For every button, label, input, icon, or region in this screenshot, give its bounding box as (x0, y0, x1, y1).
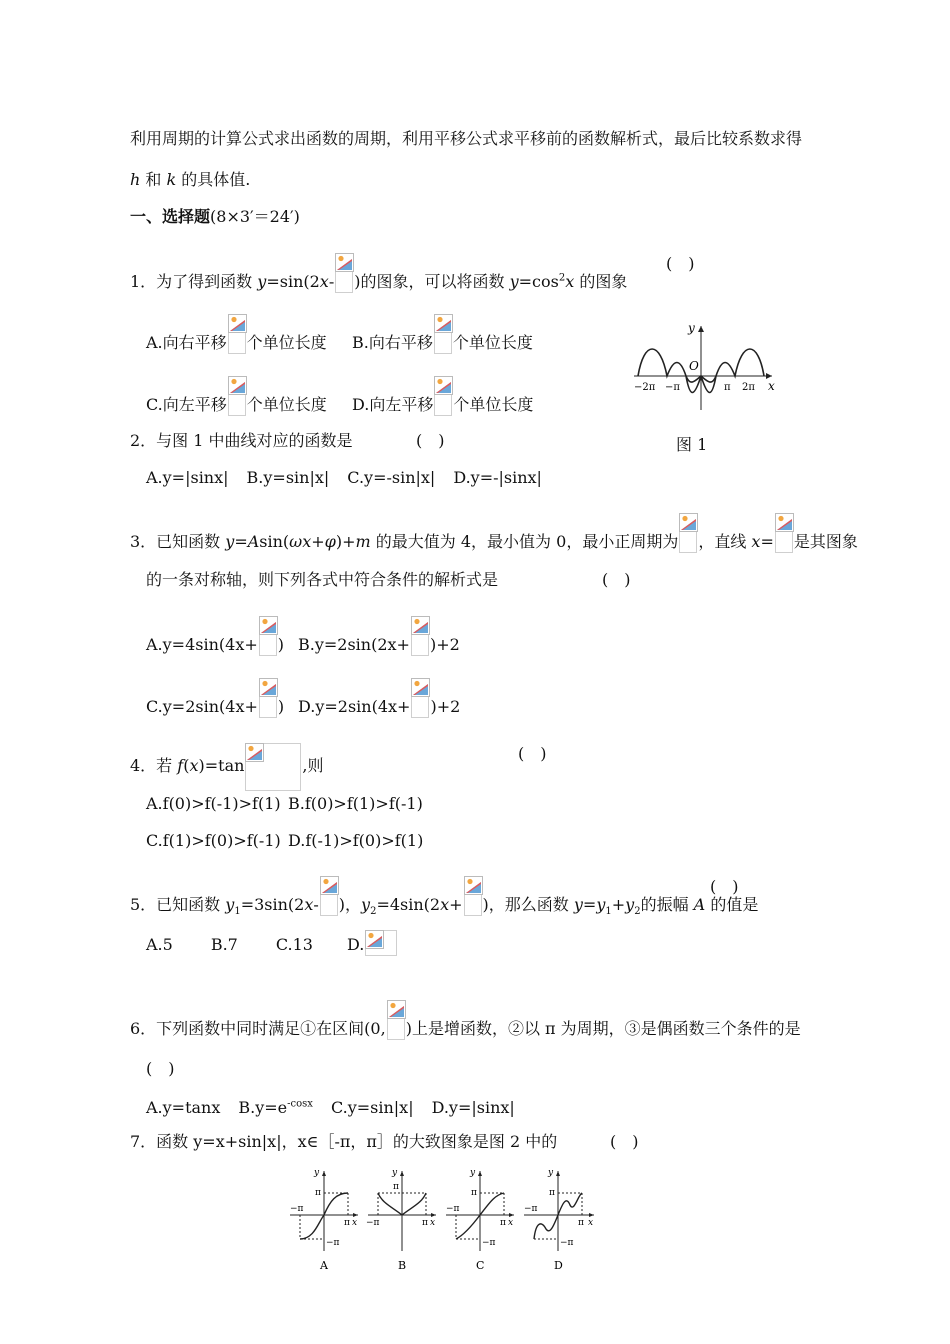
q2-option-a[interactable]: A.y=|sinx| (146, 468, 229, 487)
q5-option-d[interactable]: D. (346, 935, 365, 954)
q6-option-a[interactable]: A.y=tanx (146, 1098, 221, 1118)
question-6-stem: 6．下列函数中同时满足①在区间(0, )上是增函数，②以 π 为周期，③是偶函数三个条件的是 (130, 1000, 801, 1040)
image-placeholder-icon (365, 930, 397, 956)
q4-option-c[interactable]: C.f(1)>f(0)>f(-1) (146, 831, 281, 850)
fig1-origin-label: O (689, 359, 699, 373)
question-1-stem: 1．为了得到函数 y=sin(2x- )的图象，可以将函数 $y=\cos^2x$ 的图象 (130, 253, 627, 293)
graph-a[interactable] (290, 1168, 358, 1272)
svg-text:−π: −π (446, 1204, 460, 1214)
image-placeholder-icon (411, 616, 429, 656)
image-placeholder-icon (335, 253, 353, 293)
section-heading: 一、选择题(8×3′＝24′) (130, 207, 300, 226)
figure-1-graph (630, 318, 780, 414)
svg-text:−π: −π (290, 1204, 304, 1214)
fig1-y-label: y (688, 321, 695, 335)
image-placeholder-icon (320, 876, 338, 916)
var-k: k (166, 170, 177, 189)
question-5-paren: ( ) (710, 877, 739, 896)
q4-option-d[interactable]: D.f(-1)>f(0)>f(1) (288, 831, 424, 850)
question-2-paren: ( ) (416, 431, 445, 450)
svg-text:−π: −π (524, 1204, 538, 1214)
svg-text:π: π (578, 1218, 584, 1228)
image-placeholder-icon (387, 1000, 405, 1040)
var-h: h (130, 170, 141, 189)
graph-label-b: B (398, 1259, 407, 1272)
q1-option-b[interactable]: B.向右平移 个单位长度 (352, 314, 533, 354)
q1-option-c[interactable]: C.向左平移 个单位长度 (146, 376, 327, 416)
svg-text:y: y (392, 1168, 398, 1178)
question-4-stem: 4．若 f(x)=tan ,则 (130, 743, 324, 791)
svg-text:π: π (471, 1188, 477, 1198)
svg-text:y: y (470, 1168, 476, 1178)
intro-line-1: 利用周期的计算公式求出函数的周期，利用平移公式求平移前的函数解析式，最后比较系数求得 (130, 129, 803, 148)
svg-text:x: x (430, 1218, 436, 1228)
image-placeholder-icon (434, 376, 452, 416)
question-3-stem-line-2: 的一条对称轴，则下列各式中符合条件的解析式是 (146, 570, 499, 589)
fig1-tick: −π (665, 382, 680, 393)
q1-option-d[interactable]: D.向左平移 个单位长度 (352, 376, 533, 416)
q3-option-c[interactable]: C.y=2sin(4x+ ) (146, 678, 284, 718)
image-placeholder-icon (228, 314, 246, 354)
graph-label-d: D (554, 1259, 563, 1272)
q6-option-d[interactable]: D.y=|sinx| (431, 1098, 515, 1118)
fig1-tick: −2π (634, 382, 656, 393)
q2-option-b[interactable]: B.y=sin|x| (246, 468, 330, 487)
q4-option-a[interactable]: A.f(0)>f(-1)>f(1) (146, 794, 281, 813)
svg-text:π: π (422, 1218, 428, 1228)
q6-option-c[interactable]: C.y=sin|x| (330, 1098, 414, 1118)
q3-option-a[interactable]: A.y=4sin(4x+ ) (146, 616, 284, 656)
q5-option-c[interactable]: C.13 (275, 935, 313, 954)
svg-text:−π: −π (482, 1238, 496, 1248)
question-1-paren: ( ) (666, 254, 695, 273)
image-placeholder-icon (259, 616, 277, 656)
q5-options (146, 930, 398, 956)
question-7-stem: 7．函数 y=x+sin|x|，x∈［-π，π］的大致图象是图 2 中的 (130, 1132, 558, 1151)
svg-text:π: π (500, 1218, 506, 1228)
svg-text:x: x (352, 1218, 358, 1228)
svg-text:x: x (588, 1218, 594, 1228)
q6-options (146, 1094, 533, 1119)
graph-label-c: C (476, 1259, 485, 1272)
question-7-paren: ( ) (610, 1132, 639, 1151)
question-2-stem: 2．与图 1 中曲线对应的函数是 (130, 431, 353, 450)
image-placeholder-icon (679, 513, 697, 553)
graph-c[interactable] (446, 1168, 514, 1272)
svg-text:y: y (548, 1168, 554, 1178)
question-5-stem: 5．已知函数 $y_1=3\sin(2x-$ )，$y_2=4\sin(2x+$ )，那么函数 $y=y_1+y_2$的振幅 A 的值是 (130, 876, 758, 923)
q2-option-d[interactable]: D.y=-|sinx| (453, 468, 542, 487)
question-3-paren: ( ) (602, 570, 631, 589)
graph-label-a: A (320, 1259, 328, 1272)
figure-1-caption: 图 1 (676, 435, 708, 454)
q6-option-b[interactable]: $B.y=e^{-cosx}$ (238, 1098, 313, 1118)
svg-text:π: π (315, 1188, 321, 1198)
fig1-tick: 2π (742, 382, 755, 393)
svg-text:π: π (393, 1182, 399, 1192)
svg-text:−π: −π (366, 1218, 380, 1228)
svg-text:−π: −π (560, 1238, 574, 1248)
question-4-paren: ( ) (518, 744, 547, 763)
image-placeholder-icon (775, 513, 793, 553)
fig1-x-label: x (768, 379, 775, 393)
intro-line-2: h 和 k 的具体值. (130, 170, 251, 189)
q4-option-b[interactable]: B.f(0)>f(1)>f(-1) (288, 794, 423, 813)
graph-d[interactable] (524, 1168, 594, 1272)
svg-text:π: π (549, 1188, 555, 1198)
q2-options (146, 467, 560, 489)
question-3-stem: 3．已知函数 y=Asin(ωx+φ)+m 的最大值为 4，最小值为 0，最小正周期为 ，直线 x= 是其图象 (130, 513, 858, 553)
question-6-paren: ( ) (146, 1059, 175, 1078)
image-placeholder-icon (411, 678, 429, 718)
figure-2-graphs (288, 1165, 598, 1275)
q1-option-a[interactable]: A.向右平移 个单位长度 (146, 314, 327, 354)
q5-option-a[interactable]: A.5 (146, 935, 173, 954)
svg-text:x: x (508, 1218, 514, 1228)
svg-text:−π: −π (326, 1238, 340, 1248)
graph-b[interactable] (366, 1168, 436, 1272)
q3-option-d[interactable]: D.y=2sin(4x+ )+2 (298, 678, 460, 718)
q5-option-b[interactable]: B.7 (210, 935, 238, 954)
q2-option-c[interactable]: C.y=-sin|x| (347, 468, 436, 487)
image-placeholder-icon (464, 876, 482, 916)
svg-text:π: π (344, 1218, 350, 1228)
image-placeholder-icon (259, 678, 277, 718)
image-placeholder-icon (245, 743, 301, 791)
q3-option-b[interactable]: B.y=2sin(2x+ )+2 (298, 616, 460, 656)
svg-text:y: y (314, 1168, 320, 1178)
image-placeholder-icon (228, 376, 246, 416)
image-placeholder-icon (434, 314, 452, 354)
fig1-tick: π (724, 382, 731, 393)
